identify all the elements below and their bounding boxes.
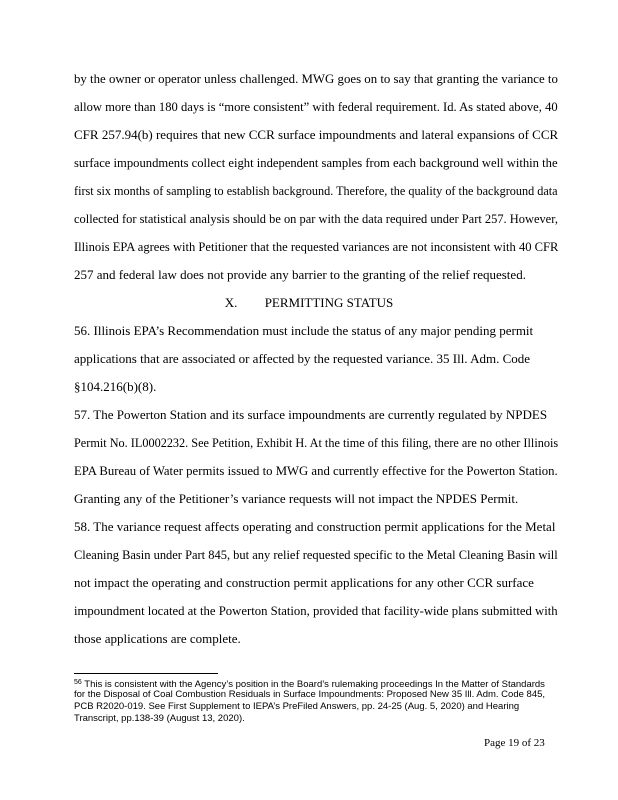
footnote-separator [74, 673, 218, 674]
section-title: PERMITTING STATUS [264, 295, 394, 310]
paragraph-57-line: EPA Bureau of Water permits issued to MWG and currently effective for the Powerton Station. [74, 463, 558, 478]
footnote-line: for the Disposal of Coal Combustion Residuals in Surface Impoundments: Proposed New 35 Ill. Adm. Code 845, [74, 689, 546, 700]
paragraph-56-line: §104.216(b)(8). [74, 379, 157, 394]
section-heading [0, 295, 618, 311]
body-line: by the owner or operator unless challenged. MWG goes on to say that granting the variance to [74, 71, 558, 86]
body-line: 257 and federal law does not provide any barrier to the granting of the relief requested. [74, 267, 526, 282]
section-number: X. [224, 295, 238, 310]
body-line: first six months of sampling to establish background. Therefore, the quality of the background data [74, 183, 558, 198]
paragraph-57-line: Granting any of the Petitioner’s variance requests will not impact the NPDES Permit. [74, 491, 519, 506]
paragraph-58-line: Cleaning Basin under Part 845, but any relief requested specific to the Metal Cleaning Basin will [74, 547, 558, 562]
paragraph-58-line: 58. The variance request affects operating and construction permit applications for the Metal [74, 519, 556, 534]
paragraph-58-line: impoundment located at the Powerton Station, provided that facility-wide plans submitted with [74, 603, 558, 618]
body-line: allow more than 180 days is “more consistent” with federal requirement. Id. As stated above, 40 [74, 99, 558, 114]
page-number: Page 19 of 23 [484, 737, 545, 749]
paragraph-57-line: Permit No. IL0002232. See Petition, Exhibit H. At the time of this filing, there are no other Illinois [74, 435, 559, 450]
body-line: Illinois EPA agrees with Petitioner that the requested variances are not inconsistent with 40 CFR [74, 239, 559, 254]
body-line: collected for statistical analysis should be on par with the data required under Part 257. However, [74, 211, 558, 226]
paragraph-56-line: 56. Illinois EPA’s Recommendation must include the status of any major pending permit [74, 323, 534, 338]
paragraph-57-line: 57. The Powerton Station and its surface impoundments are currently regulated by NPDES [74, 407, 548, 422]
footnote-line: $^{56}$ This is consistent with the Agency’s position in the Board’s rulemaking proceedings In the Matter of Standards [74, 679, 545, 690]
paragraph-56-line: applications that are associated or affected by the requested variance. 35 Ill. Adm. Code [74, 351, 531, 366]
paragraph-58-line: those applications are complete. [74, 631, 241, 646]
footnote-line: Transcript, pp.138-39 (August 13, 2020). [74, 713, 245, 724]
body-line: surface impoundments collect eight independent samples from each background well within the [74, 155, 558, 170]
footnote-marker: 56 [74, 679, 82, 686]
body-line: CFR 257.94(b) requires that new CCR surface impoundments and lateral expansions of CCR [74, 127, 559, 142]
footnote-line: PCB R2020-019. See First Supplement to IEPA’s PreFiled Answers, pp. 24-25 (Aug. 5, 2020) and Hearing [74, 701, 520, 712]
paragraph-58-line: not impact the operating and construction permit applications for any other CCR surface [74, 575, 534, 590]
